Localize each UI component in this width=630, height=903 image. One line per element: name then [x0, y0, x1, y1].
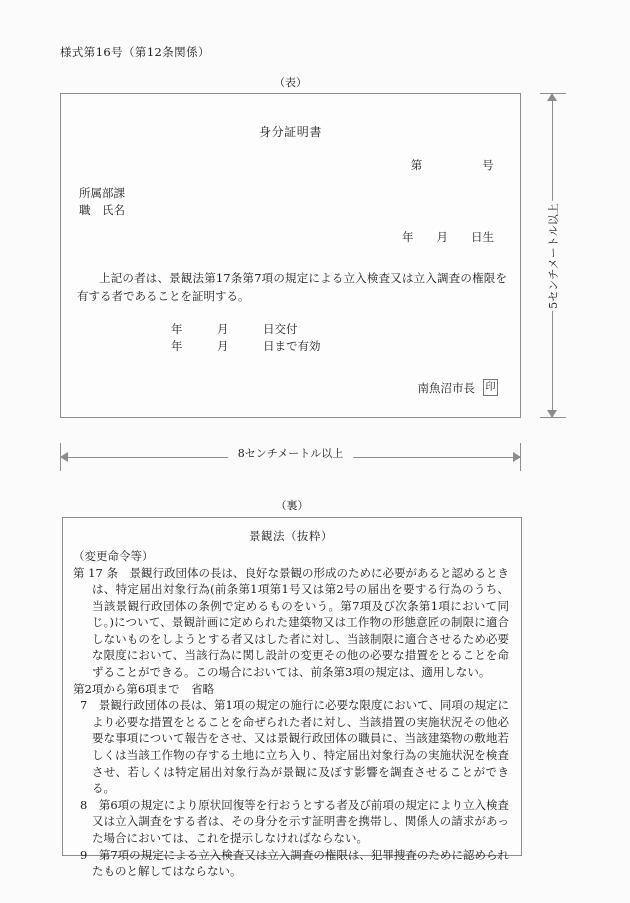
law-title: 景観法（抜粋） — [249, 529, 333, 543]
arrow-up-icon — [547, 93, 557, 101]
certificate-front-box — [60, 93, 521, 418]
position-name-label: 職 氏名 — [79, 203, 125, 217]
law-article-17: 第 17 条 景観行政団体の長は、良好な景観の形成のために必要があると認めるときは、特定届出対象行為(前条第1項第1号又は第2号の届出を要する行為のうち、当該景観行政団体の条例で定めるものをいう。第7項及び次条第1項において同じ。)について、景観計画に定められた建築物又は工作物の形態意匠の制限に適合しないものをしようとする者又はした者に対し、当該制限に適合させるため必要な限度において、当該行為に関し設計の変更その他の必要な措置をとることを命ずることができる。この場合においては、前条第3項の規定は、適用しない。 — [73, 565, 509, 680]
certificate-number-field: 第 号 — [410, 158, 494, 172]
law-section-heading: （変更命令等） — [73, 549, 154, 563]
issuer-label: 南魚沼市長 — [417, 380, 475, 395]
certificate-title: 身分証明書 — [258, 125, 322, 139]
form-number-label: 様式第16号（第12条関係） — [60, 45, 210, 59]
certification-statement: 上記の者は、景観法第17条第7項の規定による立入検査又は立入調査の権限を有する者であることを証明する。 — [77, 271, 507, 303]
issuer-signature-line — [418, 379, 499, 396]
vertical-dimension-label: 5センチメートル以上 — [541, 201, 565, 311]
arrow-right-icon — [513, 452, 521, 462]
law-paragraph-8: 8 第6項の規定により原状回復等を行おうとする者及び前項の規定により立入検査又は立入調査をする者は、その身分を示す証明書を携帯し、関係人の請求があった場合においては、これを提示しなければならない。 — [80, 797, 509, 845]
front-side-label: （表） — [274, 76, 307, 89]
horizontal-dimension-annotation — [60, 443, 521, 471]
horizontal-dimension-label: 8センチメートル以上 — [228, 445, 354, 461]
birth-date-field: 年 月 日生 — [402, 230, 494, 244]
vertical-dimension-annotation — [540, 93, 566, 418]
arrow-left-icon — [60, 452, 68, 462]
law-omission-note: 第2項から第6項まで 省略 — [73, 681, 215, 696]
back-side-label: （裏） — [275, 499, 309, 512]
law-excerpt-back-box — [62, 517, 522, 879]
arrow-down-icon — [547, 410, 557, 418]
law-paragraph-9: 9 第7項の規定による立入検査又は立入調査の権限は、犯罪捜査のために認められたものと解してはならない。 — [80, 847, 509, 879]
law-paragraph-7: 7 景観行政団体の長は、第1項の規定の施行に必要な限度において、同項の規定により必要な措置をとることを命ぜられた者に対し、当該措置の実施状況その他必要な事項について報告をさせ、又は景観行政団体の職員に、当該建築物の敷地若しくは当該工作物の存する土地に立ち入り、特定届出対象行為の実施状況を検査させ、若しくは特定届出対象行為が景観に及ぼす影響を調査させることができる。 — [80, 698, 509, 796]
seal-stamp-icon: 印 — [483, 379, 498, 396]
expiry-date-field: 年 月 日まで有効 — [171, 339, 321, 353]
affiliation-label: 所属部課 — [79, 186, 125, 200]
issue-date-field: 年 月 日交付 — [171, 322, 298, 336]
